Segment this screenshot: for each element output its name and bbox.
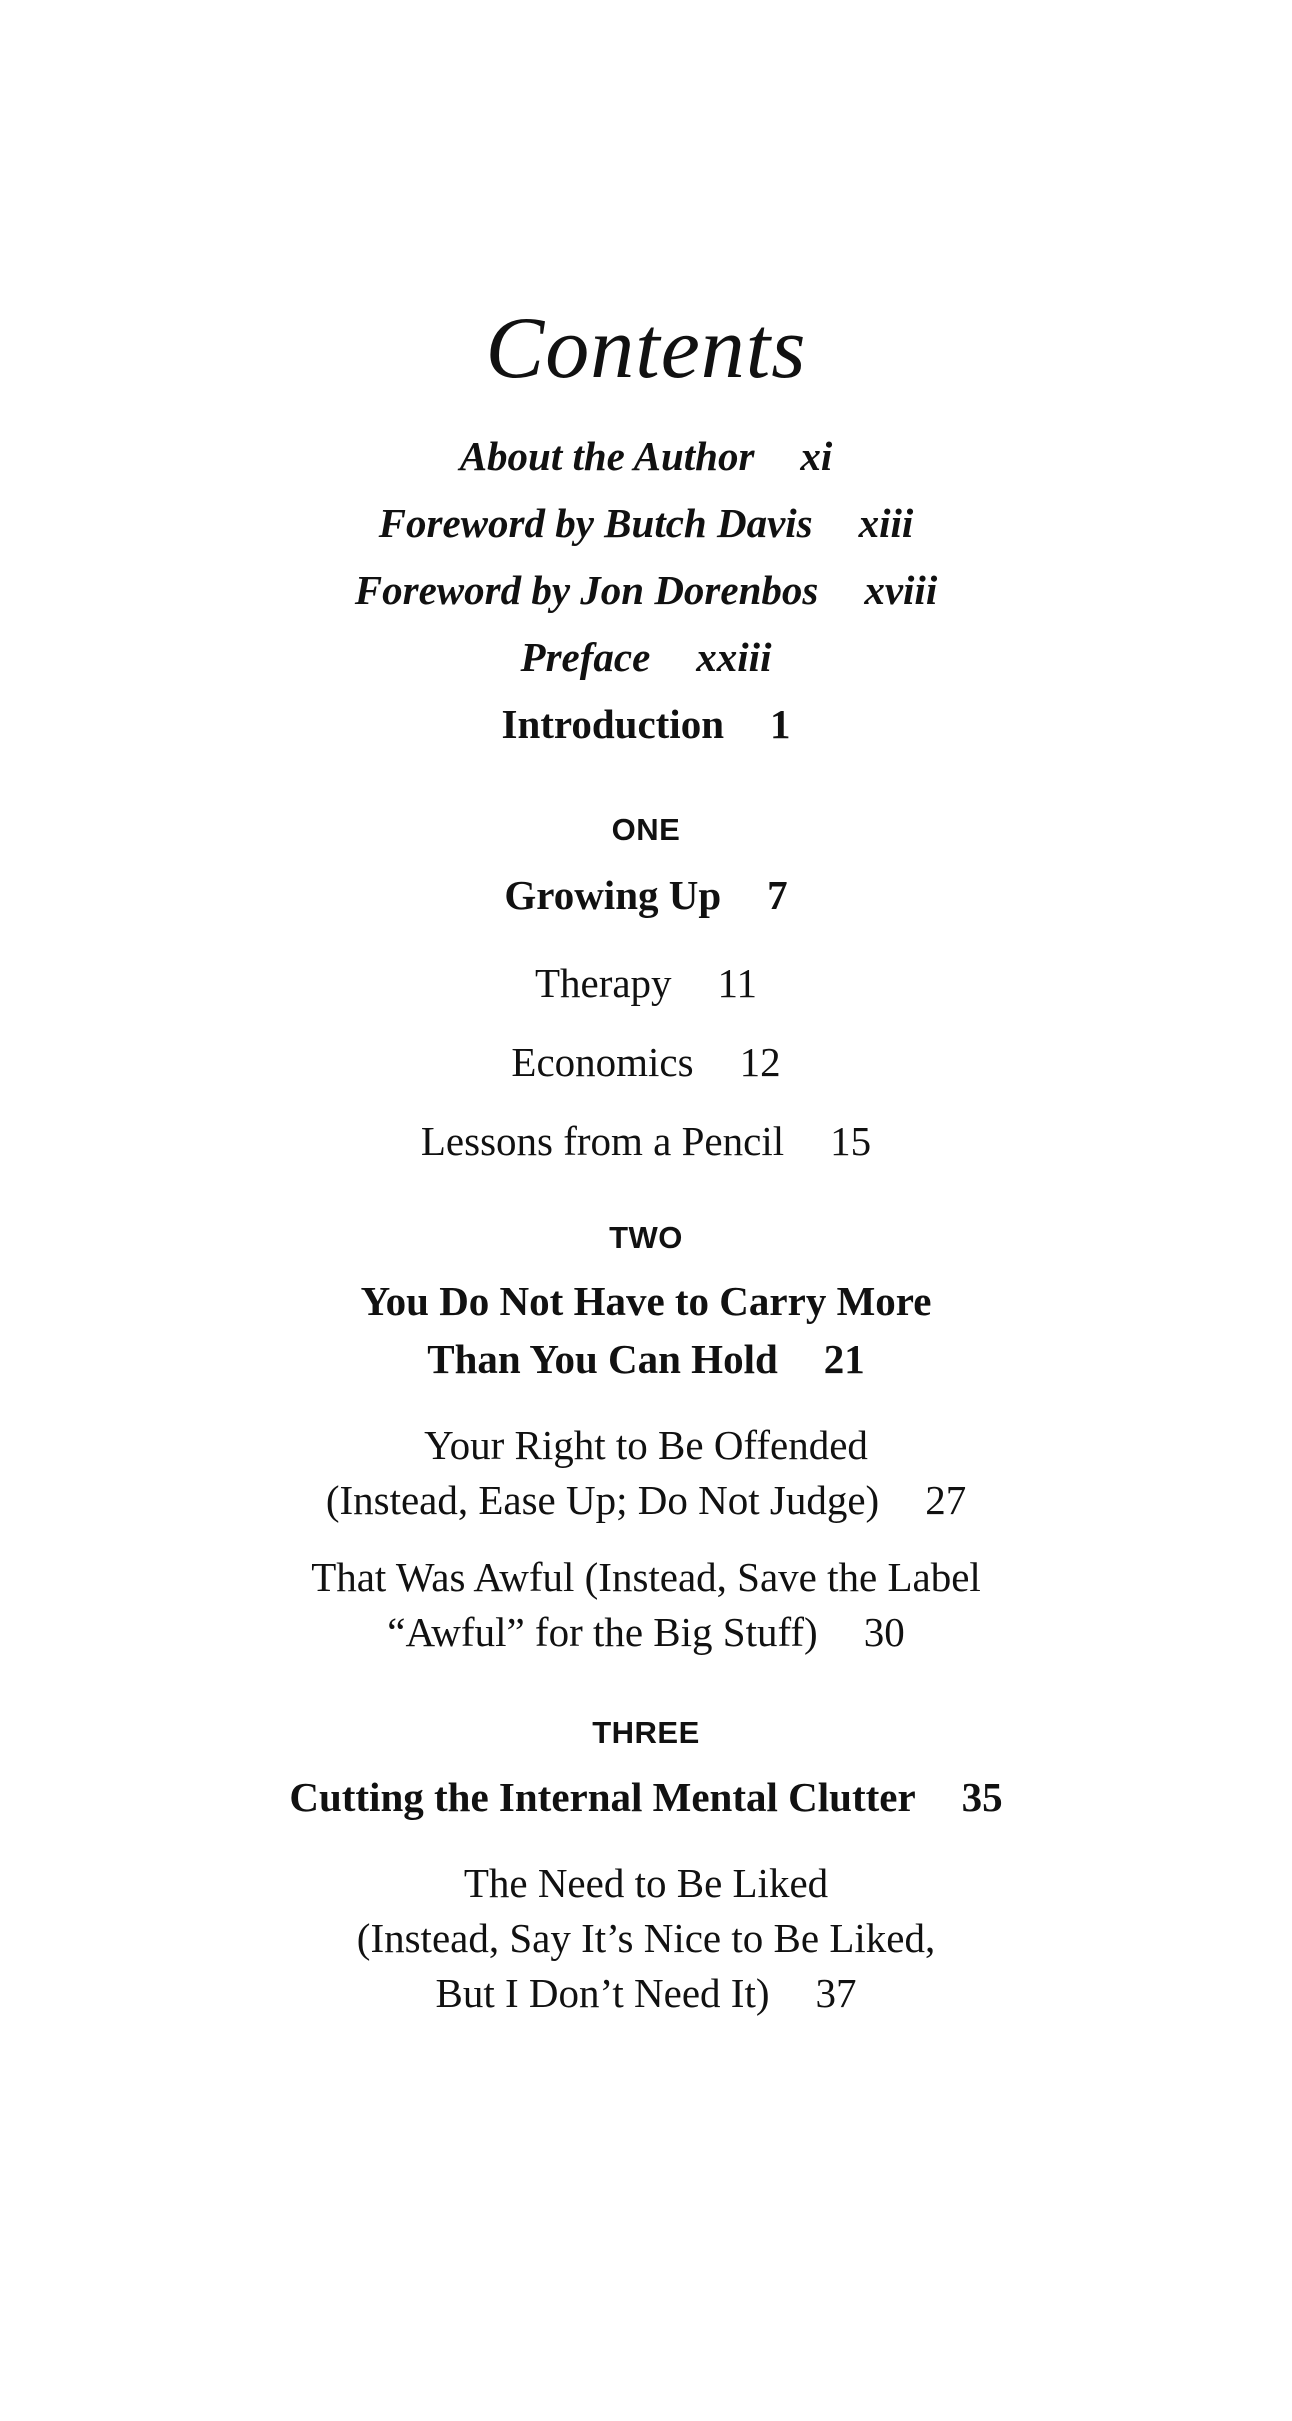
toc-entry-page: 1 (770, 701, 791, 747)
part-label-two: TWO (609, 1220, 683, 1255)
section-title-line: “Awful” for the Big Stuff) (387, 1609, 818, 1655)
toc-entry-foreword-davis[interactable] (0, 497, 1292, 549)
toc-entry-foreword-dorenbos[interactable] (0, 564, 1292, 616)
chapter-title-line: You Do Not Have to Carry More (360, 1278, 932, 1324)
toc-section-offended[interactable] (0, 1418, 1292, 1528)
toc-entry-page: xxiii (696, 634, 772, 680)
toc-entry-introduction[interactable] (0, 698, 1292, 750)
chapter-title: Cutting the Internal Mental Clutter (289, 1774, 916, 1820)
toc-chapter-growing-up[interactable] (0, 866, 1292, 924)
page-title: Contents (485, 300, 807, 397)
toc-entry-preface[interactable] (0, 631, 1292, 683)
toc-entry-page: xiii (858, 500, 914, 546)
section-title-line: But I Don’t Need It) (435, 1970, 770, 2016)
chapter-page: 7 (767, 872, 788, 918)
toc-section-pencil[interactable] (0, 1114, 1292, 1169)
section-title-line-last (0, 1966, 1292, 2021)
section-title-line: The Need to Be Liked (463, 1860, 829, 1906)
part-label-one: ONE (611, 812, 681, 847)
toc-chapter-mental-clutter[interactable] (0, 1768, 1292, 1826)
toc-chapter-carry-more[interactable] (0, 1272, 1292, 1388)
toc-entry-label: Preface (520, 634, 651, 680)
section-title: Therapy (534, 960, 672, 1006)
toc-entry-label: Foreword by Butch Davis (378, 500, 813, 546)
chapter-page: 35 (961, 1774, 1003, 1820)
toc-entry-page: xviii (864, 567, 938, 613)
toc-section-therapy[interactable] (0, 956, 1292, 1011)
toc-section-awful[interactable] (0, 1550, 1292, 1660)
section-title-line: (Instead, Ease Up; Do Not Judge) (325, 1477, 880, 1523)
section-title-line-last (0, 1605, 1292, 1660)
toc-entry-page: xi (800, 433, 833, 479)
section-title-line: (Instead, Say It’s Nice to Be Liked, (356, 1915, 936, 1961)
section-title: Economics (511, 1039, 694, 1085)
chapter-title-line-last (0, 1330, 1292, 1388)
section-title-line: That Was Awful (Instead, Save the Label (311, 1554, 981, 1600)
toc-entry-label: About the Author (459, 433, 755, 479)
section-page: 30 (863, 1609, 905, 1655)
chapter-page: 21 (823, 1336, 865, 1382)
toc-entry-label: Introduction (501, 701, 725, 747)
section-page: 37 (815, 1970, 857, 2016)
chapter-title: Growing Up (504, 872, 722, 918)
section-page: 15 (830, 1118, 872, 1164)
toc-entry-label: Foreword by Jon Dorenbos (354, 567, 819, 613)
chapter-title-line: Than You Can Hold (427, 1336, 778, 1382)
section-title-line-last (0, 1473, 1292, 1528)
section-title: Lessons from a Pencil (420, 1118, 785, 1164)
toc-entry-about-author[interactable] (0, 430, 1292, 482)
toc-section-liked[interactable] (0, 1856, 1292, 2021)
section-page: 11 (717, 960, 758, 1006)
section-title-line: Your Right to Be Offended (424, 1422, 868, 1468)
section-page: 27 (925, 1477, 967, 1523)
toc-section-economics[interactable] (0, 1035, 1292, 1090)
part-label-three: THREE (592, 1715, 700, 1750)
section-page: 12 (739, 1039, 781, 1085)
